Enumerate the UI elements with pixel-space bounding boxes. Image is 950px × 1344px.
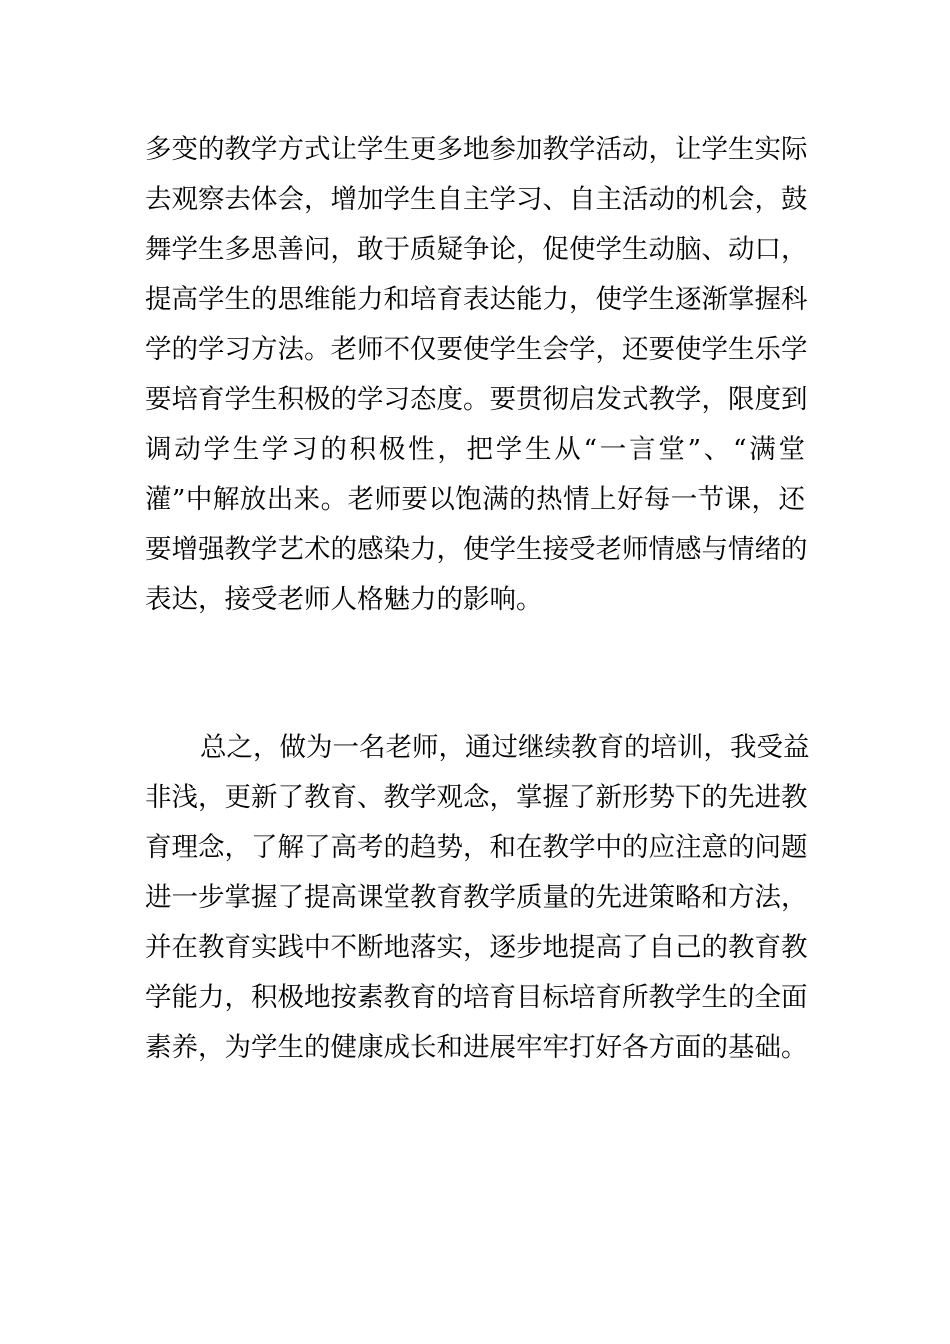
text-line: 调动学生学习的积极性，把学生从“一言堂”、“满堂 (145, 434, 805, 465)
text-line: 舞学生多思善问，敢于质疑争论，促使学生动脑、动口， (145, 234, 808, 265)
text-line: 育理念，了解了高考的趋势，和在教学中的应注意的问题 (145, 832, 808, 863)
text-line: 素养，为学生的健康成长和进展牢牢打好各方面的基础。 (145, 1032, 808, 1063)
text-line: 并在教育实践中不断地落实，逐步地提高了自己的教育教 (145, 932, 808, 963)
text-line: 去观察去体会，增加学生自主学习、自主活动的机会，鼓 (145, 184, 808, 215)
text-line: 表达，接受老师人格魅力的影响。 (145, 584, 543, 615)
text-line: 总之，做为一名老师，通过继续教育的培训，我受益 (200, 732, 810, 763)
text-line: 非浅，更新了教育、教学观念，掌握了新形势下的先进教 (145, 782, 808, 813)
text-line: 学的学习方法。老师不仅要使学生会学，还要使学生乐学 (145, 334, 808, 365)
text-line: 进一步掌握了提高课堂教育教学质量的先进策略和方法， (145, 882, 808, 913)
text-line: 学能力，积极地按素教育的培育目标培育所教学生的全面 (145, 982, 808, 1013)
text-line: 灌”中解放出来。老师要以饱满的热情上好每一节课，还 (145, 484, 805, 515)
text-line: 要培育学生积极的学习态度。要贯彻启发式教学，限度到 (145, 384, 808, 415)
text-line: 要增强教学艺术的感染力，使学生接受老师情感与情绪的 (145, 534, 808, 565)
text-line: 多变的教学方式让学生更多地参加教学活动，让学生实际 (145, 134, 808, 165)
text-line: 提高学生的思维能力和培育表达能力，使学生逐渐掌握科 (145, 284, 808, 315)
